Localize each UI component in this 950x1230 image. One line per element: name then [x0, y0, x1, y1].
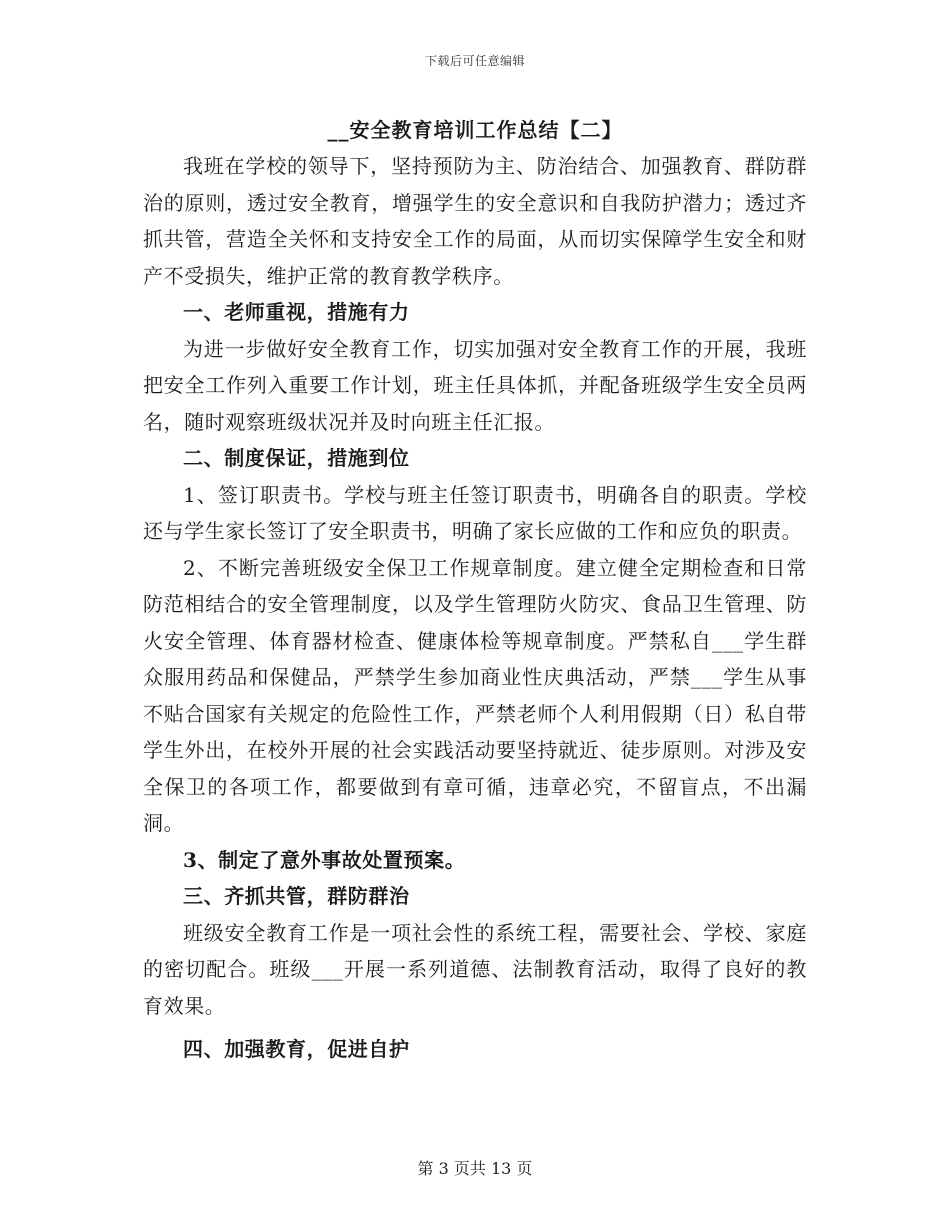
section-3-heading: 三、齐抓共管，群防群治 [183, 884, 410, 908]
section-1-paragraph-1: 为进一步做好安全教育工作，切实加强对安全教育工作的开展，我班把安全工作列入重要工作计划，班主任具体抓，并配备班级学生安全员两名，随时观察班级状况并及时向班主任汇报。 [143, 336, 807, 434]
section-2-paragraph-2: 2、不断完善班级安全保卫工作规章制度。建立健全定期检查和日常防范相结合的安全管理制度，以及学生管理防火防灾、食品卫生管理、防火安全管理、体育器材检查、健康体检等规章制度。严禁私自___学生群众服用药品和保健品，严禁学生参加商业性庆典活动，严禁___学生从事不贴合国家有关规定的危险性工作，严禁老师个人利用假期（日）私自带学生外出，在校外开展的社会实践活动要坚持就近、徒步原则。对涉及安全保卫的各项工作，都要做到有章可循，违章必究，不留盲点，不出漏洞。 [143, 555, 807, 835]
section-2-heading: 二、制度保证，措施到位 [183, 446, 410, 470]
document-title: __安全教育培训工作总结【二】 [327, 118, 623, 142]
header-note: 下载后可任意编辑 [424, 54, 525, 68]
section-2-paragraph-1: 1、签订职责书。学校与班主任签订职责书，明确各自的职责。学校还与学生家长签订了安全职责书，明确了家长应做的工作和应负的职责。 [143, 482, 807, 543]
page-footer: 第 3 页共 13 页 [417, 1159, 533, 1178]
intro-paragraph: 我班在学校的领导下，坚持预防为主、防治结合、加强教育、群防群治的原则，透过安全教育，增强学生的安全意识和自我防护潜力；透过齐抓共管，营造全关怀和支持安全工作的局面，从而切实保障学生安全和财产不受损失，维护正常的教育教学秩序。 [143, 154, 807, 288]
document-body [143, 112, 807, 1068]
section-1-heading: 一、老师重视，措施有力 [183, 300, 410, 324]
section-3-paragraph-1: 班级安全教育工作是一项社会性的系统工程，需要社会、学校、家庭的密切配合。班级___开展一系列道德、法制教育活动，取得了良好的教育效果。 [143, 920, 807, 1018]
section-4-heading: 四、加强教育，促进自护 [183, 1037, 410, 1061]
section-2-subheading: 3、制定了意外事故处置预案。 [183, 847, 466, 872]
